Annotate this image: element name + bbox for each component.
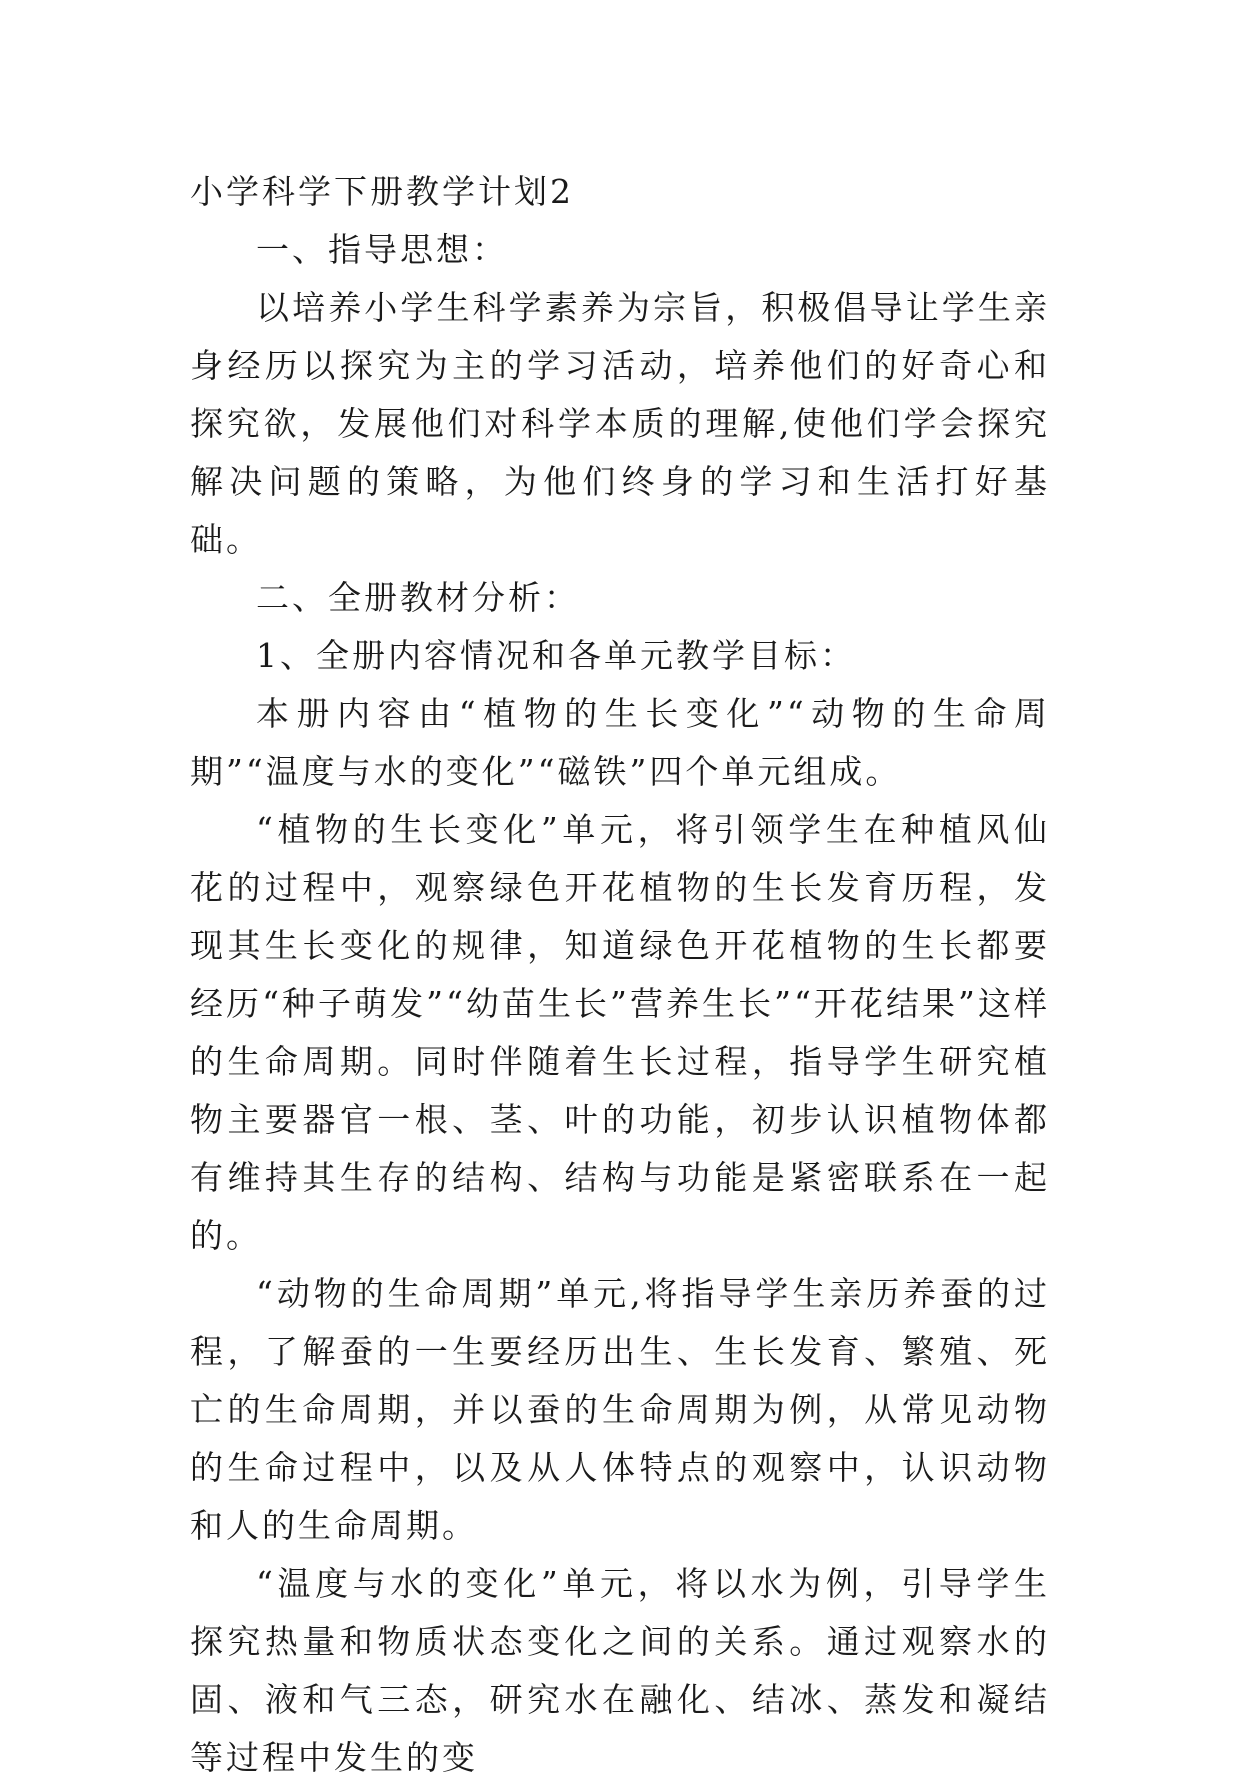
paragraph: “温度与水的变化”单元，将以水为例，引导学生探究热量和物质状态变化之间的关系。通过观察水的固、液和气三态，研究水在融化、结冰、蒸发和凝结等过程中发生的变 [190,1564,1050,1777]
document-body [190,163,1050,1787]
paragraph: “植物的生长变化”单元，将引领学生在种植风仙花的过程中，观察绿色开花植物的生长发育历程，发现其生长变化的规律，知道绿色开花植物的生长都要经历“种子萌发”“幼苗生长”营养生长”“开花结果”这样的生命周期。同时伴随着生长过程，指导学生研究植物主要器官一根、茎、叶的功能，初步认识植物体都有维持其生存的结构、结构与功能是紧密联系在一起的。 [190,810,1050,1255]
subsection-heading: 1、全册内容情况和各单元教学目标： [256,636,856,675]
section-heading: 二、全册教材分析： [256,578,580,617]
paragraph: 以培养小学生科学素养为宗旨，积极倡导让学生亲身经历以探究为主的学习活动，培养他们的好奇心和探究欲，发展他们对科学本质的理解,使他们学会探究解决问题的策略，为他们终身的学习和生活打好基础。 [190,288,1050,559]
section-heading: 一、指导思想： [256,230,508,269]
paragraph: 本册内容由“植物的生长变化”“动物的生命周期”“温度与水的变化”“磁铁”四个单元组成。 [190,694,1050,791]
paragraph: “动物的生命周期”单元,将指导学生亲历养蚕的过程，了解蚕的一生要经历出生、生长发育、繁殖、死亡的生命周期，并以蚕的生命周期为例，从常见动物的生命过程中，以及从人体特点的观察中，认识动物和人的生命周期。 [190,1274,1050,1545]
document-title: 小学科学下册教学计划2 [190,172,574,211]
